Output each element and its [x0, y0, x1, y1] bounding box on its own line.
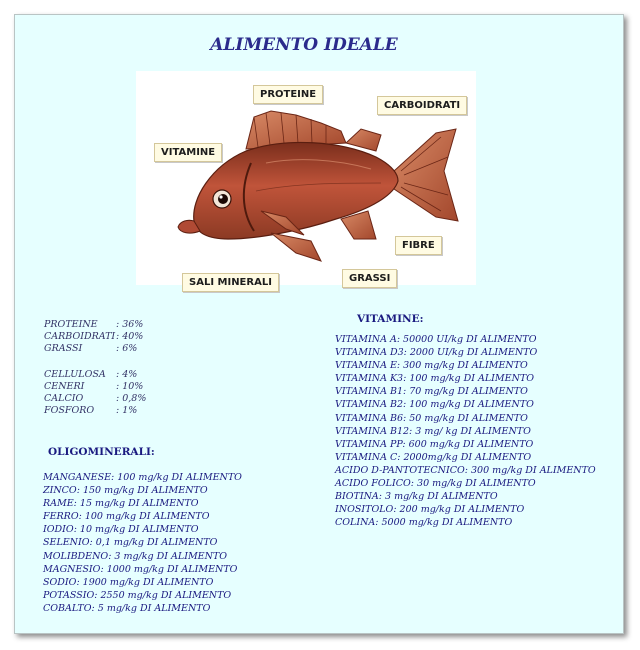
list-item: VITAMINA A: 50000 UI/kg DI ALIMENTO: [335, 334, 537, 345]
composition-row: FOSFORO : 1%: [44, 405, 138, 416]
list-item: POTASSIO: 2550 mg/kg DI ALIMENTO: [43, 589, 232, 601]
list-item: VITAMINA B6: 50 mg/kg DI ALIMENTO: [335, 412, 528, 424]
label-proteine: PROTEINE: [253, 85, 323, 104]
composition-list: [44, 319, 146, 417]
list-item: COBALTO: 5 mg/kg DI ALIMENTO: [43, 602, 211, 614]
label-sali-minerali: SALI MINERALI: [182, 273, 279, 292]
composition-row: CALCIO : 0,8%: [44, 393, 147, 404]
label-fibre: FIBRE: [395, 236, 442, 255]
list-item: FERRO: 100 mg/kg DI ALIMENTO: [43, 511, 210, 523]
vitamine-heading: VITAMINE:: [357, 313, 424, 325]
composition-row: PROTEINE : 36%: [44, 319, 144, 330]
list-item: BIOTINA: 3 mg/kg DI ALIMENTO: [335, 491, 498, 503]
list-item: MOLIBDENO: 3 mg/kg DI ALIMENTO: [43, 550, 228, 562]
list-item: SODIO: 1900 mg/kg DI ALIMENTO: [43, 576, 214, 588]
composition-row: GRASSI : 6%: [44, 343, 138, 354]
list-item: VITAMINA C: 2000mg/kg DI ALIMENTO: [335, 451, 532, 463]
list-item: VITAMINA B1: 70 mg/kg DI ALIMENTO: [335, 386, 528, 398]
list-item: IODIO: 10 mg/kg DI ALIMENTO: [43, 524, 199, 536]
list-item: MAGNESIO: 1000 mg/kg DI ALIMENTO: [43, 563, 238, 575]
vitamine-list: [335, 333, 596, 529]
list-item: VITAMINA K3: 100 mg/kg DI ALIMENTO: [335, 373, 535, 385]
list-item: VITAMINA B12: 3 mg/ kg DI ALIMENTO: [335, 425, 531, 437]
list-item: RAME: 15 mg/kg DI ALIMENTO: [43, 498, 199, 510]
list-item: MANGANESE: 100 mg/kg DI ALIMENTO: [43, 472, 242, 483]
label-carboidrati: CARBOIDRATI: [377, 96, 467, 115]
list-item: VITAMINA E: 300 mg/kg DI ALIMENTO: [335, 360, 528, 372]
composition-row: CELLULOSA : 4%: [44, 369, 138, 380]
list-item: INOSITOLO: 200 mg/kg DI ALIMENTO: [335, 504, 525, 516]
composition-row: CENERI : 10%: [44, 381, 144, 392]
list-item: VITAMINA D3: 2000 UI/kg DI ALIMENTO: [335, 347, 538, 359]
fish-illustration: [136, 71, 476, 288]
page-title: ALIMENTO IDEALE: [210, 35, 398, 55]
composition-row: CARBOIDRATI : 40%: [44, 331, 144, 342]
list-item: VITAMINA B2: 100 mg/kg DI ALIMENTO: [335, 399, 534, 411]
list-item: VITAMINA PP: 600 mg/kg DI ALIMENTO: [335, 438, 534, 450]
label-grassi: GRASSI: [342, 269, 397, 288]
list-item: ACIDO FOLICO: 30 mg/kg DI ALIMENTO: [335, 478, 536, 490]
list-item: SELENIO: 0,1 mg/kg DI ALIMENTO: [43, 537, 218, 549]
oligominerali-heading: OLIGOMINERALI:: [48, 446, 155, 458]
list-item: ACIDO D-PANTOTECNICO: 300 mg/kg DI ALIMENTO: [335, 464, 596, 476]
list-item: COLINA: 5000 mg/kg DI ALIMENTO: [335, 517, 513, 529]
list-item: ZINCO: 150 mg/kg DI ALIMENTO: [43, 485, 208, 497]
label-vitamine: VITAMINE: [154, 143, 222, 162]
oligominerali-list: [43, 471, 242, 615]
page-frame: [14, 14, 624, 634]
